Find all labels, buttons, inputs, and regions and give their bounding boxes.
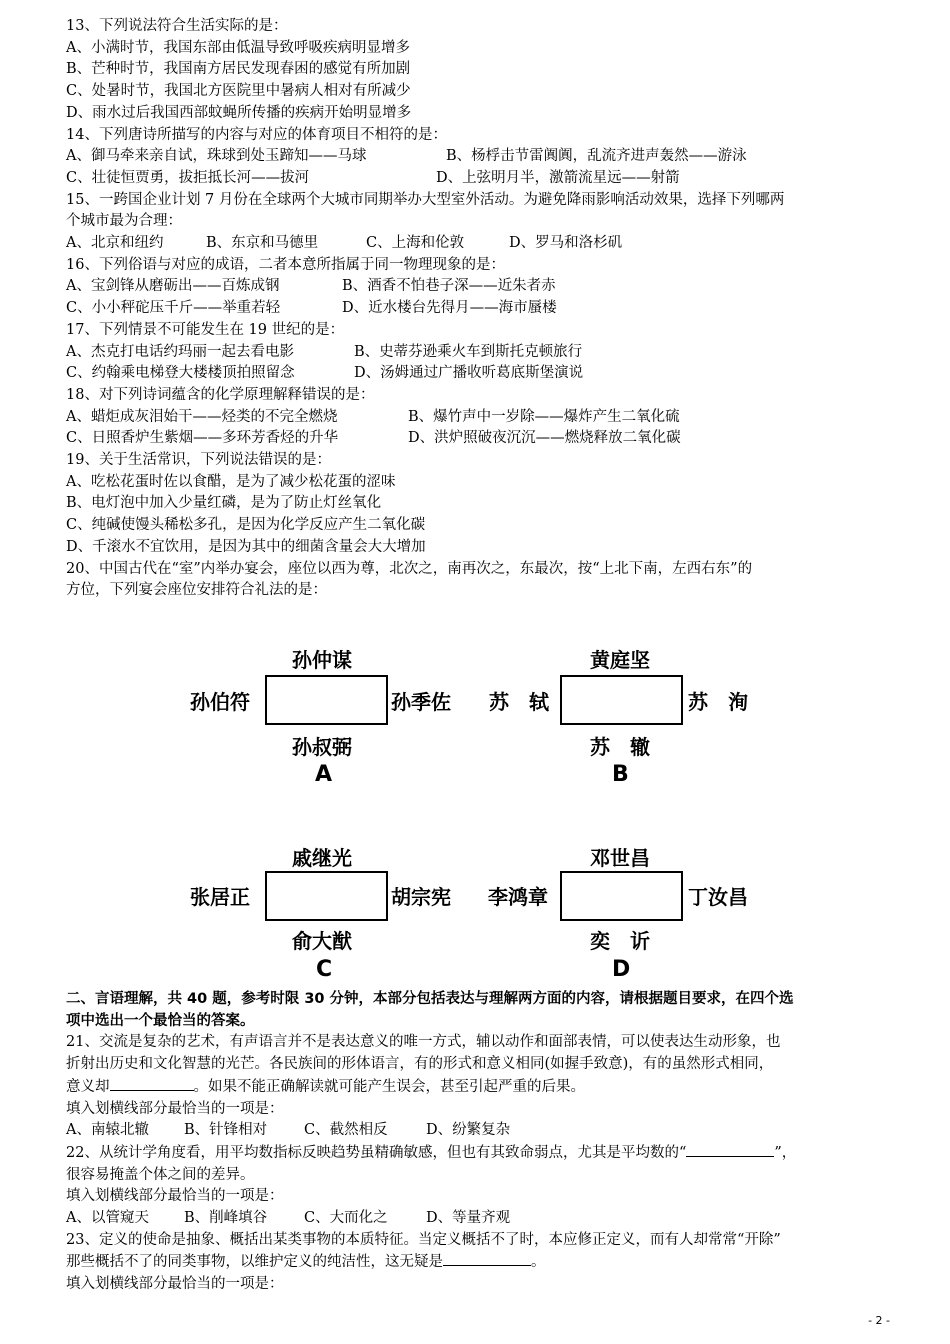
seat-d-west: 李鸿章 (488, 885, 548, 909)
section-2-header-line2: 项中选出一个最恰当的答案。 (66, 1012, 255, 1029)
seat-d-north: 邓世昌 (590, 846, 650, 870)
q18-option-a: A、蜡炬成灰泪始干——烃类的不完全燃烧 (66, 408, 338, 425)
q22-line1-after: ”， (774, 1144, 797, 1161)
q15-option-b: B、东京和马德里 (206, 235, 319, 252)
q23-line2-before: 那些概括不了的同类事物，以维护定义的纯洁性，这无疑是 (66, 1254, 443, 1271)
q15-option-a: A、北京和纽约 (66, 235, 164, 252)
seat-b-east: 苏 洵 (688, 690, 748, 714)
q14-options-row1 (66, 146, 896, 168)
q23-prompt: 填入划横线部分最恰当的一项是： (66, 1276, 284, 1293)
q18-option-d: D、洪炉照破夜沉沉——燃烧释放二氧化碳 (408, 430, 681, 447)
q14-options-row2 (66, 168, 896, 190)
q13-option-a: A、小满时节，我国东部由低温导致呼吸疾病明显增多 (66, 39, 410, 56)
q16-option-a: A、宝剑锋从磨砺出——百炼成钢 (66, 278, 280, 295)
q22-prompt: 填入划横线部分最恰当的一项是： (66, 1188, 284, 1205)
q17-option-b: B、史蒂芬逊乘火车到斯托克顿旅行 (354, 343, 583, 360)
q18-stem: 18、对下列诗词蕴含的化学原理解释错误的是： (66, 386, 375, 403)
option-label-b: B (612, 762, 629, 787)
q23-line1: 23、定义的使命是抽象、概括出某类事物的本质特征。当定义概括不了时，本应修正定义，而有人却常常“开除” (66, 1231, 781, 1248)
q19-option-a: A、吃松花蛋时佐以食醋，是为了减少松花蛋的涩味 (66, 473, 396, 490)
option-label-c: C (316, 957, 333, 982)
q21-option-d: D、纷繁复杂 (426, 1122, 511, 1139)
seat-a-east: 孙季佐 (391, 690, 451, 714)
seat-d-south: 奕 䜣 (590, 929, 650, 953)
q17-options-row1 (66, 342, 896, 364)
q22-blank (686, 1142, 774, 1157)
q21-options (66, 1120, 896, 1142)
option-label-a: A (315, 762, 333, 787)
seat-a-west: 孙伯符 (190, 690, 250, 714)
q18-options-row2 (66, 428, 896, 450)
q22-options (66, 1208, 896, 1230)
q22-line1-before: 22、从统计学角度看，用平均数指标反映趋势虽精确敏感，但也有其致命弱点，尤其是平均数的“ (66, 1144, 687, 1161)
q21-line3-after: 。如果不能正确解读就可能产生误会，甚至引起严重的后果。 (193, 1078, 585, 1095)
q15-option-c: C、上海和伦敦 (366, 235, 465, 252)
q17-option-c: C、约翰乘电梯登大楼楼顶拍照留念 (66, 365, 295, 382)
seat-a-south: 孙叔弼 (292, 735, 352, 759)
q21-line3-before: 意义却 (66, 1078, 110, 1095)
q19-option-c: C、纯碱使馒头稀松多孔，是因为化学反应产生二氧化碳 (66, 517, 426, 534)
q23-line2-after: 。 (531, 1254, 546, 1271)
exam-page (66, 16, 896, 602)
q21-line1: 21、交流是复杂的艺术，有声语言并不是表达意义的唯一方式，辅以动作和面部表情，可以使表达生动形象，也 (66, 1034, 781, 1051)
q17-options-row2 (66, 363, 896, 385)
seat-b-south: 苏 辙 (590, 735, 650, 759)
q22-option-d: D、等量齐观 (426, 1210, 511, 1227)
table-b (560, 675, 683, 725)
seat-c-south: 俞大猷 (292, 929, 352, 953)
q22-option-a: A、以管窥天 (66, 1210, 149, 1227)
q21-option-c: C、截然相反 (304, 1122, 388, 1139)
q18-option-c: C、日照香炉生紫烟——多环芳香烃的升华 (66, 430, 339, 447)
exam-page-lower (66, 989, 896, 1296)
q13-stem: 13、下列说法符合生活实际的是： (66, 18, 288, 34)
q13-option-d: D、雨水过后我国西部蚊蝇所传播的疾病开始明显增多 (66, 104, 412, 121)
q15-stem-line1: 15、一跨国企业计划 7 月份在全球两个大城市同期举办大型室外活动。为避免降雨影响活动效果，选择下列哪两 (66, 191, 785, 208)
q23-blank (443, 1251, 531, 1266)
seat-b-north: 黄庭坚 (590, 648, 650, 672)
q16-option-c: C、小小秤砣压千斤——举重若轻 (66, 300, 281, 317)
q14-stem: 14、下列唐诗所描写的内容与对应的体育项目不相符的是： (66, 126, 447, 143)
q15-option-d: D、罗马和洛杉矶 (509, 235, 623, 252)
q22-line1 (66, 1142, 896, 1165)
q21-blank (110, 1076, 194, 1091)
q17-stem: 17、下列情景不可能发生在 19 世纪的是： (66, 321, 345, 338)
table-a (265, 675, 388, 725)
table-d (560, 871, 683, 921)
q16-option-b: B、酒香不怕巷子深——近朱者赤 (342, 278, 556, 295)
q21-option-a: A、南辕北辙 (66, 1122, 149, 1139)
q15-stem-line2: 个城市最为合理： (66, 213, 182, 230)
q20-stem-line2: 方位，下列宴会座位安排符合礼法的是： (66, 582, 327, 599)
q13-option-b: B、芒种时节，我国南方居民发现春困的感觉有所加剧 (66, 61, 411, 78)
q19-option-d: D、千滚水不宜饮用，是因为其中的细菌含量会大大增加 (66, 538, 426, 555)
seat-c-north: 戚继光 (292, 846, 352, 870)
section-2-header-line1: 二、言语理解，共 40 题，参考时限 30 分钟，本部分包括表达与理解两方面的内容，请根据题目要求，在四个选 (66, 991, 794, 1007)
q21-line2: 折射出历史和文化智慧的光芒。各民族间的形体语言，有的形式和意义相同(如握手致意)，有的虽然形式相同， (66, 1056, 774, 1073)
q13-option-c: C、处暑时节，我国北方医院里中暑病人相对有所减少 (66, 83, 411, 100)
q21-prompt: 填入划横线部分最恰当的一项是： (66, 1100, 284, 1117)
seat-d-east: 丁汝昌 (688, 885, 748, 909)
q19-option-b: B、电灯泡中加入少量红磷，是为了防止灯丝氧化 (66, 495, 382, 512)
seat-b-west: 苏 轼 (489, 690, 549, 714)
q16-options-row2 (66, 298, 896, 320)
q18-option-b: B、爆竹声中一岁除——爆炸产生二氧化硫 (408, 408, 680, 425)
q22-option-c: C、大而化之 (304, 1210, 388, 1227)
seat-c-west: 张居正 (190, 885, 250, 909)
q16-options-row1 (66, 276, 896, 298)
q16-stem: 16、下列俗语与对应的成语，二者本意所指属于同一物理现象的是： (66, 256, 505, 273)
seat-a-north: 孙仲谋 (292, 648, 352, 672)
page-number: - 2 - (868, 1314, 890, 1327)
q19-stem: 19、关于生活常识，下列说法错误的是： (66, 452, 331, 469)
q14-option-c: C、壮徒恒贾勇，拔拒抵长河——拔河 (66, 169, 310, 186)
q21-option-b: B、针锋相对 (184, 1122, 268, 1139)
q23-line2 (66, 1251, 896, 1274)
q14-option-a: A、御马牵来亲自试，珠球到处玉蹄知——马球 (66, 148, 367, 165)
option-label-d: D (612, 957, 631, 982)
q17-option-d: D、汤姆通过广播收听葛底斯堡演说 (354, 365, 584, 382)
q14-option-d: D、上弦明月半，激箭流星远——射箭 (436, 169, 680, 186)
q15-options (66, 233, 896, 255)
q17-option-a: A、杰克打电话约玛丽一起去看电影 (66, 343, 294, 360)
q22-option-b: B、削峰填谷 (184, 1210, 268, 1227)
q21-line3 (66, 1076, 896, 1099)
q16-option-d: D、近水楼台先得月——海市蜃楼 (342, 300, 557, 317)
q14-option-b: B、杨桴击节雷阗阗，乱流齐进声轰然——游泳 (446, 148, 747, 165)
q22-line2: 很容易掩盖个体之间的差异。 (66, 1166, 255, 1183)
q20-stem-line1: 20、中国古代在“室”内举办宴会，座位以西为尊，北次之，南再次之，东最次，按“上北下南，左西右东”的 (66, 560, 753, 577)
table-c (265, 871, 388, 921)
seat-c-east: 胡宗宪 (391, 885, 451, 909)
q18-options-row1 (66, 407, 896, 429)
